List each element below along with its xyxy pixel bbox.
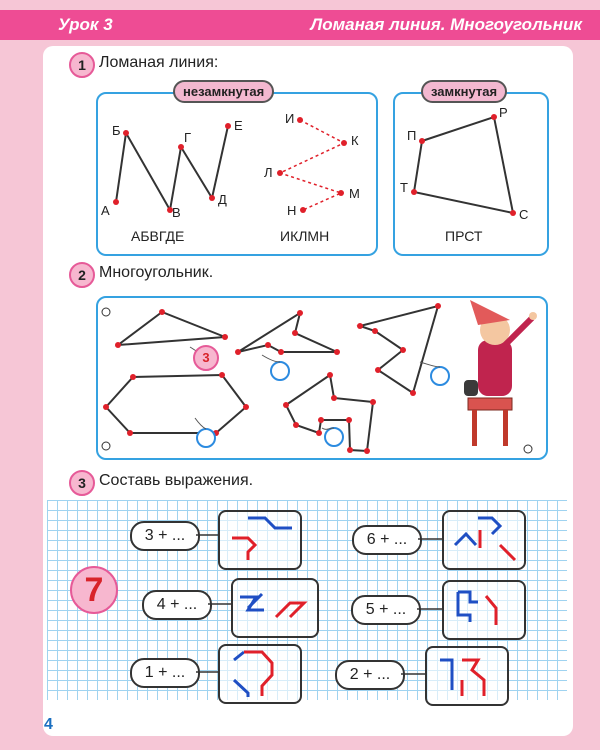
point-label-p: П [407, 128, 417, 143]
task-2-text: Многоугольник. [99, 264, 214, 281]
point-label-a: А [101, 203, 110, 218]
polyline-name-1: АБВГДЕ [131, 228, 185, 244]
point-label-n: Н [287, 203, 297, 218]
point-label-v: В [172, 205, 181, 220]
closed-tag: замкнутая [421, 80, 507, 103]
point-label-b: Б [112, 123, 121, 138]
point-label-m: М [349, 186, 360, 201]
task-1-number: 1 [69, 52, 95, 78]
big-number-badge: 7 [70, 566, 118, 614]
expression-field[interactable]: 1 + ... [130, 658, 200, 688]
task-2-number: 2 [69, 262, 95, 288]
lesson-number: Урок 3 [58, 15, 113, 34]
point-label-r: Р [499, 105, 508, 120]
task-3-number: 3 [69, 470, 95, 496]
expression-field[interactable]: 5 + ... [351, 595, 421, 625]
point-label-g: Г [184, 130, 192, 145]
point-label-l: Л [264, 165, 273, 180]
expression-field[interactable]: 3 + ... [130, 521, 200, 551]
task-3-text: Составь выражения. [99, 472, 254, 489]
open-tag: незамкнутая [173, 80, 274, 103]
expression-field[interactable]: 4 + ... [142, 590, 212, 620]
page-number: 4 [44, 716, 53, 733]
point-label-e: Е [234, 118, 243, 133]
point-label-k: К [351, 133, 359, 148]
task-1-text: Ломаная линия: [99, 54, 219, 71]
point-label-d: Д [218, 192, 227, 207]
answer-badge: 3 [193, 345, 219, 371]
point-label-i: И [285, 111, 295, 126]
polyline-name-3: ПРСТ [445, 228, 483, 244]
point-label-t: Т [400, 180, 408, 195]
polyline-name-2: ИКЛМН [280, 228, 330, 244]
point-label-s: С [519, 207, 529, 222]
expression-field[interactable]: 2 + ... [335, 660, 405, 690]
expression-field[interactable]: 6 + ... [352, 525, 422, 555]
lesson-title: Ломаная линия. Многоугольник [310, 15, 582, 34]
